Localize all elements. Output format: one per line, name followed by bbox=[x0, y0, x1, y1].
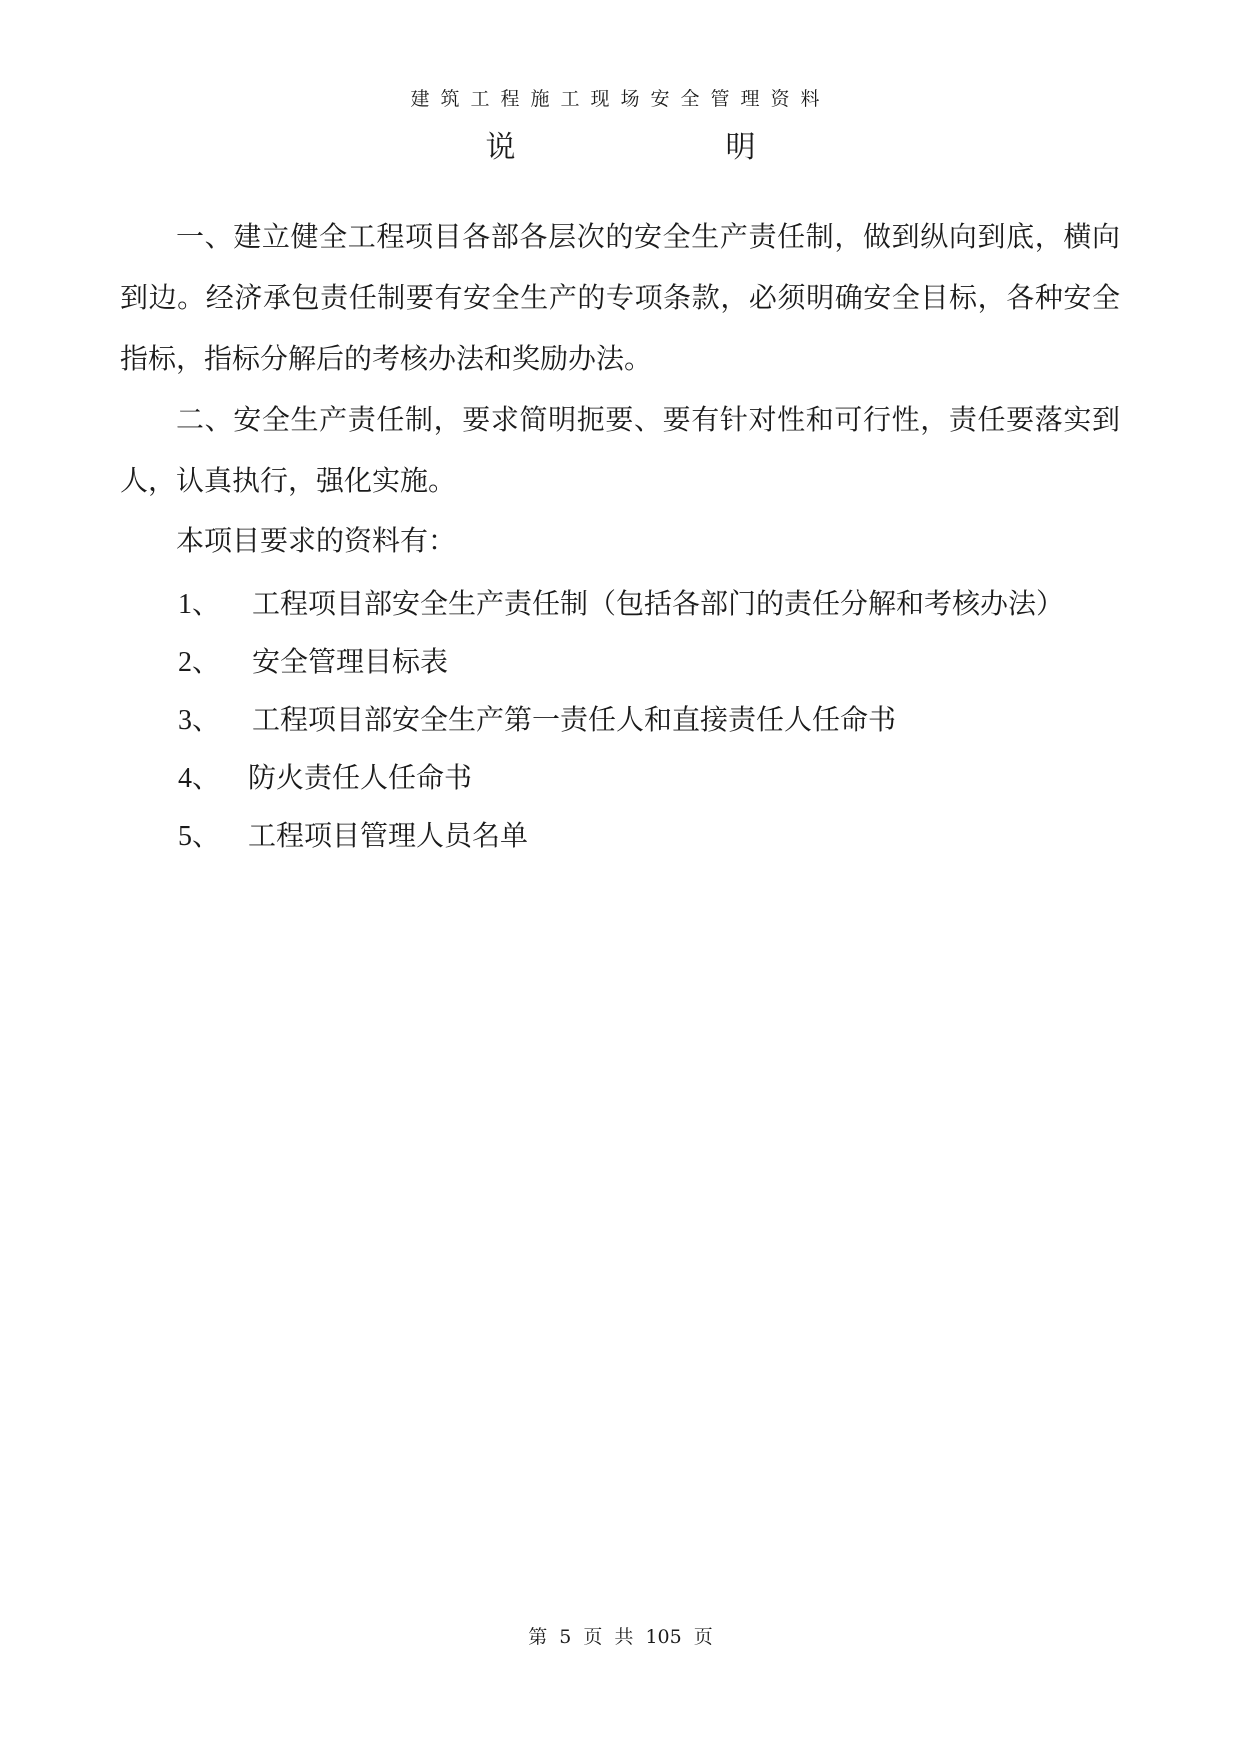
paragraph-1: 一、建立健全工程项目各部各层次的安全生产责任制，做到纵向到底，横向到边。经济承包责任制要有安全生产的专项条款，必须明确安全目标，各种安全指标，指标分解后的考核办法和奖励办法。 bbox=[120, 220, 1120, 375]
list-item-2 bbox=[178, 642, 448, 683]
paragraph-1-block bbox=[120, 206, 1120, 389]
page-header: 建筑工程施工现场安全管理资料 bbox=[410, 88, 831, 110]
list-item-3-number: 3、 bbox=[178, 705, 221, 736]
list-item-1 bbox=[178, 584, 1064, 625]
list-item-5-number: 5、 bbox=[178, 821, 221, 852]
title-char-2: 明 bbox=[725, 130, 756, 165]
list-item-4-number: 4、 bbox=[178, 763, 221, 794]
paragraph-2-block bbox=[120, 389, 1120, 511]
title-char-1: 说 bbox=[485, 130, 516, 165]
list-item-3 bbox=[178, 700, 896, 741]
list-item-2-text: 安全管理目标表 bbox=[252, 645, 449, 678]
list-item-5-text: 工程项目管理人员名单 bbox=[248, 819, 529, 852]
list-intro: 本项目要求的资料有： bbox=[176, 524, 457, 557]
list-item-4-text: 防火责任人任命书 bbox=[248, 761, 473, 794]
paragraph-2: 二、安全生产责任制，要求简明扼要、要有针对性和可行性，责任要落实到人，认真执行，强化实施。 bbox=[120, 403, 1120, 497]
page-footer: 第 5 页 共 105 页 bbox=[528, 1626, 713, 1648]
page-title bbox=[0, 128, 1241, 168]
list-item-4 bbox=[178, 758, 472, 799]
paragraph-3-block bbox=[120, 510, 1120, 571]
list-item-1-text: 工程项目部安全生产责任制（包括各部门的责任分解和考核办法） bbox=[252, 587, 1065, 620]
list-item-5 bbox=[178, 816, 528, 857]
list-item-2-number: 2、 bbox=[178, 647, 221, 678]
list-item-1-number: 1、 bbox=[178, 589, 221, 620]
list-item-3-text: 工程项目部安全生产第一责任人和直接责任人任命书 bbox=[252, 703, 897, 736]
